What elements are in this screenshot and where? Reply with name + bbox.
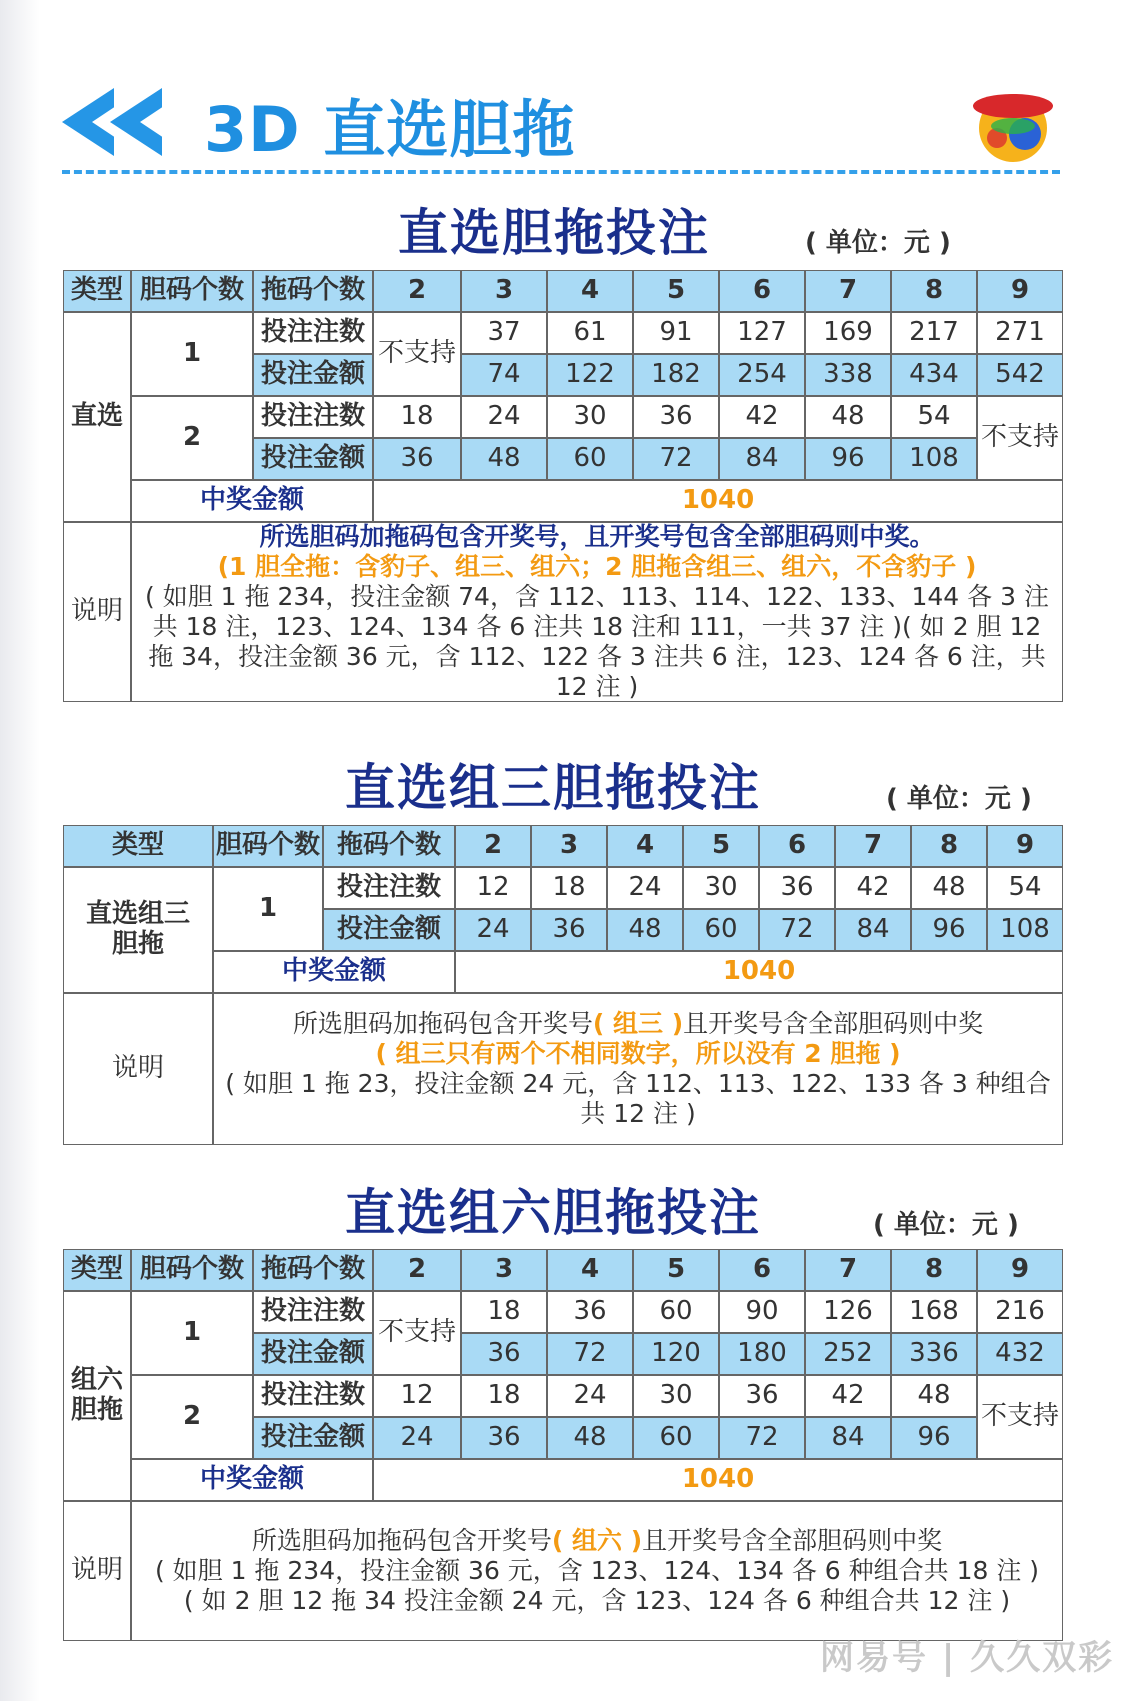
prize-label: 中奖金额 — [131, 1459, 373, 1501]
note-highlight: (1 胆全拖：含豹子、组三、组六；2 胆拖含组三、组六，不含豹子 ) — [217, 552, 977, 581]
value-cell: 271 — [977, 312, 1063, 354]
page-title: 3D 直选胆拖 — [204, 93, 576, 166]
row-label: 投注注数 — [253, 396, 373, 438]
dan-count-2: 2 — [131, 1375, 253, 1459]
value-cell: 36 — [531, 909, 607, 951]
dan-count-1: 1 — [213, 867, 323, 951]
row-label: 投注金额 — [323, 909, 455, 951]
column-header: 9 — [987, 825, 1063, 867]
column-header: 6 — [719, 1249, 805, 1291]
column-header: 6 — [719, 270, 805, 312]
column-header: 9 — [977, 270, 1063, 312]
value-cell: 36 — [461, 1417, 547, 1459]
column-header: 3 — [461, 270, 547, 312]
value-cell: 60 — [683, 909, 759, 951]
value-cell: 72 — [759, 909, 835, 951]
value-cell: 120 — [633, 1333, 719, 1375]
note-line — [224, 1039, 1052, 1069]
value-cell: 74 — [461, 354, 547, 396]
column-header: 5 — [633, 270, 719, 312]
column-header: 胆码个数 — [213, 825, 323, 867]
value-cell: 252 — [805, 1333, 891, 1375]
row-label: 投注注数 — [323, 867, 455, 909]
value-cell: 12 — [373, 1375, 461, 1417]
note-rule: 且开奖号含全部胆码则中奖 — [683, 1009, 984, 1038]
value-cell: 338 — [805, 354, 891, 396]
value-cell: 36 — [633, 396, 719, 438]
column-header: 8 — [891, 270, 977, 312]
row-label: 投注注数 — [253, 1375, 373, 1417]
value-cell: 108 — [987, 909, 1063, 951]
value-cell: 48 — [805, 396, 891, 438]
column-header: 拖码个数 — [253, 270, 373, 312]
value-cell: 48 — [891, 1375, 977, 1417]
value-cell: 24 — [547, 1375, 633, 1417]
note-label: 说明 — [63, 993, 213, 1145]
value-cell: 37 — [461, 312, 547, 354]
value-cell: 61 — [547, 312, 633, 354]
column-header: 2 — [455, 825, 531, 867]
section-title: 直选组三胆拖投注 — [345, 759, 761, 817]
value-cell: 42 — [835, 867, 911, 909]
value-cell: 336 — [891, 1333, 977, 1375]
row-label: 投注注数 — [253, 1291, 373, 1333]
value-cell: 18 — [373, 396, 461, 438]
value-cell: 24 — [455, 909, 531, 951]
value-cell: 36 — [719, 1375, 805, 1417]
column-header: 类型 — [63, 1249, 131, 1291]
value-cell: 60 — [547, 438, 633, 480]
column-header: 2 — [373, 270, 461, 312]
3d-logo-icon — [967, 78, 1059, 170]
note-example: ( 如 2 胆 12 拖 34 投注金额 24 元，含 123、124 各 6 种组合共 12 注 ) — [183, 1586, 1011, 1615]
value-cell: 30 — [683, 867, 759, 909]
column-header: 7 — [835, 825, 911, 867]
note-line — [142, 582, 1052, 702]
value-cell: 180 — [719, 1333, 805, 1375]
row-label: 投注金额 — [253, 438, 373, 480]
column-header: 4 — [547, 270, 633, 312]
column-header: 3 — [531, 825, 607, 867]
unit-label: ( 单位：元 ) — [886, 784, 1032, 814]
column-header: 8 — [891, 1249, 977, 1291]
note-line — [142, 1556, 1052, 1586]
column-header: 拖码个数 — [323, 825, 455, 867]
value-cell: 60 — [633, 1291, 719, 1333]
type-cell: 直选组三胆拖 — [63, 867, 213, 993]
note-rule: 所选胆码加拖码包含开奖号 — [292, 1009, 593, 1038]
value-cell: 42 — [719, 396, 805, 438]
value-cell: 54 — [891, 396, 977, 438]
column-header: 3 — [461, 1249, 547, 1291]
note-line — [142, 1586, 1052, 1616]
dan-count-2: 2 — [131, 396, 253, 480]
column-header: 7 — [805, 270, 891, 312]
note-line — [142, 552, 1052, 582]
note-rule: 且开奖号含全部胆码则中奖 — [642, 1526, 943, 1555]
column-header: 4 — [607, 825, 683, 867]
dan-count-1: 1 — [131, 312, 253, 396]
value-cell: 96 — [911, 909, 987, 951]
value-cell: 48 — [911, 867, 987, 909]
value-cell: 91 — [633, 312, 719, 354]
not-supported-cell: 不支持 — [373, 1291, 461, 1375]
type-cell: 直选 — [63, 312, 131, 522]
column-header: 胆码个数 — [131, 1249, 253, 1291]
value-cell: 36 — [547, 1291, 633, 1333]
note-line — [142, 1526, 1052, 1556]
value-cell: 216 — [977, 1291, 1063, 1333]
note-example: ( 如胆 1 拖 234，投注金额 74，含 112、113、114、122、133、144 各 3 注共 18 注，123、124、134 各 6 注共 18 注和 111，一共 37 注 )( 如 2 胆 12 拖 34，投注金额 36 元，含 112、122 各 3 注共 6 注，123、124 各 6 注，共 12 注 ) — [145, 582, 1049, 701]
note-rule: 所选胆码加拖码包含开奖号，且开奖号包含全部胆码则中奖。 — [259, 522, 935, 551]
note-label: 说明 — [63, 1501, 131, 1641]
column-header: 9 — [977, 1249, 1063, 1291]
value-cell: 30 — [547, 396, 633, 438]
value-cell: 96 — [891, 1417, 977, 1459]
note-line — [224, 1069, 1052, 1129]
column-header: 胆码个数 — [131, 270, 253, 312]
value-cell: 254 — [719, 354, 805, 396]
prize-value: 1040 — [455, 951, 1063, 993]
value-cell: 90 — [719, 1291, 805, 1333]
note-line — [142, 522, 1052, 552]
unit-label: ( 单位：元 ) — [805, 228, 951, 258]
value-cell: 72 — [633, 438, 719, 480]
column-header: 拖码个数 — [253, 1249, 373, 1291]
value-cell: 12 — [455, 867, 531, 909]
value-cell: 434 — [891, 354, 977, 396]
note-rule: 所选胆码加拖码包含开奖号 — [251, 1526, 552, 1555]
value-cell: 36 — [461, 1333, 547, 1375]
value-cell: 30 — [633, 1375, 719, 1417]
note-line — [224, 1009, 1052, 1039]
not-supported-cell: 不支持 — [373, 312, 461, 396]
value-cell: 36 — [759, 867, 835, 909]
value-cell: 217 — [891, 312, 977, 354]
row-label: 投注注数 — [253, 312, 373, 354]
value-cell: 24 — [373, 1417, 461, 1459]
unit-label: ( 单位：元 ) — [873, 1210, 1019, 1240]
note-cell — [213, 993, 1063, 1145]
dan-count-1: 1 — [131, 1291, 253, 1375]
column-header: 5 — [683, 825, 759, 867]
value-cell: 42 — [805, 1375, 891, 1417]
column-header: 类型 — [63, 825, 213, 867]
type-cell: 组六胆拖 — [63, 1291, 131, 1501]
prize-label: 中奖金额 — [213, 951, 455, 993]
value-cell: 48 — [607, 909, 683, 951]
value-cell: 96 — [805, 438, 891, 480]
value-cell: 108 — [891, 438, 977, 480]
column-header: 8 — [911, 825, 987, 867]
row-label: 投注金额 — [253, 1417, 373, 1459]
value-cell: 84 — [835, 909, 911, 951]
value-cell: 126 — [805, 1291, 891, 1333]
value-cell: 60 — [633, 1417, 719, 1459]
page-header — [62, 78, 1062, 168]
note-label: 说明 — [63, 522, 131, 702]
note-highlight: ( 组六 ) — [551, 1526, 643, 1555]
page-edge-shadow — [0, 0, 40, 1701]
note-highlight: ( 组三只有两个不相同数字，所以没有 2 胆拖 ) — [375, 1039, 901, 1068]
column-header: 6 — [759, 825, 835, 867]
value-cell: 24 — [461, 396, 547, 438]
value-cell: 542 — [977, 354, 1063, 396]
note-cell — [131, 1501, 1063, 1641]
note-example: ( 如胆 1 拖 23，投注金额 24 元，含 112、113、122、133 各 3 种组合共 12 注 ) — [225, 1069, 1051, 1128]
value-cell: 24 — [607, 867, 683, 909]
value-cell: 122 — [547, 354, 633, 396]
column-header: 2 — [373, 1249, 461, 1291]
value-cell: 72 — [547, 1333, 633, 1375]
not-supported-cell: 不支持 — [977, 396, 1063, 480]
prize-value: 1040 — [373, 480, 1063, 522]
value-cell: 84 — [805, 1417, 891, 1459]
row-label: 投注金额 — [253, 1333, 373, 1375]
column-header: 5 — [633, 1249, 719, 1291]
value-cell: 48 — [547, 1417, 633, 1459]
value-cell: 48 — [461, 438, 547, 480]
column-header: 4 — [547, 1249, 633, 1291]
value-cell: 84 — [719, 438, 805, 480]
column-header: 7 — [805, 1249, 891, 1291]
value-cell: 127 — [719, 312, 805, 354]
value-cell: 36 — [373, 438, 461, 480]
value-cell: 72 — [719, 1417, 805, 1459]
value-cell: 432 — [977, 1333, 1063, 1375]
section-title: 直选组六胆拖投注 — [345, 1184, 761, 1242]
row-label: 投注金额 — [253, 354, 373, 396]
value-cell: 18 — [461, 1375, 547, 1417]
value-cell: 169 — [805, 312, 891, 354]
value-cell: 168 — [891, 1291, 977, 1333]
value-cell: 18 — [461, 1291, 547, 1333]
value-cell: 18 — [531, 867, 607, 909]
note-highlight: ( 组三 ) — [592, 1009, 684, 1038]
note-example: ( 如胆 1 拖 234，投注金额 36 元，含 123、124、134 各 6 种组合共 18 注 ) — [154, 1556, 1040, 1585]
column-header: 类型 — [63, 270, 131, 312]
section-title: 直选胆拖投注 — [398, 204, 710, 262]
note-cell — [131, 522, 1063, 702]
chevron-cut — [140, 102, 170, 142]
watermark: 网易号 | 久久双彩 — [820, 1638, 1115, 1678]
value-cell: 54 — [987, 867, 1063, 909]
prize-label: 中奖金额 — [131, 480, 373, 522]
prize-value: 1040 — [373, 1459, 1063, 1501]
header-divider — [62, 170, 1060, 174]
not-supported-cell: 不支持 — [977, 1375, 1063, 1459]
value-cell: 182 — [633, 354, 719, 396]
